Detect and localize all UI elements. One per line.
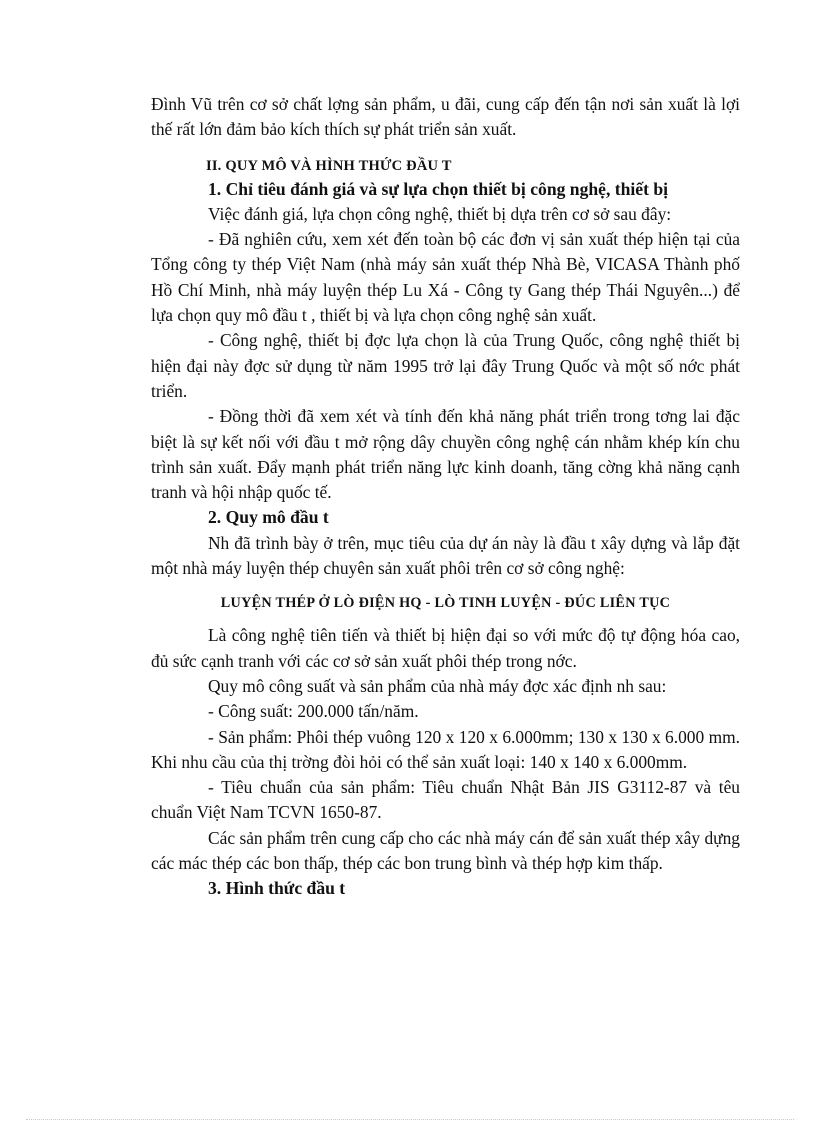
- subheading-3: 3. Hình thức đầu t: [208, 878, 346, 899]
- paragraph-capacity-intro: Quy mô công suất và sản phẩm của nhà máy đợc xác định nh sau:: [208, 675, 667, 696]
- document-page: [151, 92, 740, 902]
- paragraph-intro: Đình Vũ trên cơ sở chất lợng sản phẩm, u đãi, cung cấp đến tận nơi sản xuất là lợi thế rất lớn đảm bảo kích thích sự phát triển sản xuất.: [151, 94, 740, 140]
- paragraph-bullet-3: - Đồng thời đã xem xét và tính đến khả năng phát triển trong tơng lai đặc biệt là sự kết nối với đầu t mở rộng dây chuyền công nghệ cán nhằm khép kín chu trình sản xuất. Đẩy mạnh phát triển năng lực kinh doanh, tăng cờng khả năng cạnh tranh và hội nhập quốc tế.: [151, 406, 740, 503]
- subheading-1: 1. Chỉ tiêu đánh giá và sự lựa chọn thiết bị công nghệ, thiết bị: [208, 178, 669, 199]
- paragraph-basis: Việc đánh giá, lựa chọn công nghệ, thiết bị dựa trên cơ sở sau đây:: [208, 203, 672, 224]
- paragraph-capacity: - Công suất: 200.000 tấn/năm.: [208, 701, 419, 722]
- subheading-2: 2. Quy mô đầu t: [208, 507, 329, 528]
- paragraph-bullet-2: - Công nghệ, thiết bị đợc lựa chọn là của Trung Quốc, công nghệ thiết bị hiện đại này đợc sử dụng từ năm 1995 trở lại đây Trung Quốc và một số nớc phát triển.: [151, 330, 740, 401]
- paragraph-technology: Là công nghệ tiên tiến và thiết bị hiện đại so với mức độ tự động hóa cao, đủ sức cạnh tranh với các cơ sở sản xuất phôi thép trong nớc.: [151, 625, 740, 671]
- technology-title: LUYỆN THÉP Ở LÒ ĐIỆN HQ - LÒ TINH LUYỆN - ĐÚC LIÊN TỤC: [220, 595, 671, 612]
- paragraph-scale: Nh đã trình bày ở trên, mục tiêu của dự án này là đầu t xây dựng và lắp đặt một nhà máy luyện thép chuyên sản xuất phôi trên cơ sở công nghệ:: [151, 532, 740, 579]
- paragraph-supply: Các sản phẩm trên cung cấp cho các nhà máy cán để sản xuất thép xây dựng các mác thép các bon thấp, thép các bon trung bình và thép hợp kim thấp.: [151, 827, 740, 874]
- paragraph-standard: - Tiêu chuẩn của sản phẩm: Tiêu chuẩn Nhật Bản JIS G3112-87 và têu chuẩn Việt Nam TCVN 1650-87.: [151, 777, 740, 823]
- page-bottom-rule: [26, 1119, 794, 1120]
- paragraph-bullet-1: - Đã nghiên cứu, xem xét đến toàn bộ các đơn vị sản xuất thép hiện tại của Tổng công ty thép Việt Nam (nhà máy sản xuất thép Nhà Bè, VICASA Thành phố Hồ Chí Minh, nhà máy luyện thép Lu Xá - Công ty Gang thép Thái Nguyên...) để lựa chọn quy mô đầu t , thiết bị và lựa chọn công nghệ sản xuất.: [151, 229, 740, 326]
- paragraph-products: - Sản phẩm: Phôi thép vuông 120 x 120 x 6.000mm; 130 x 130 x 6.000 mm. Khi nhu cầu của thị trờng đòi hỏi có thể sản xuất loại: 140 x 140 x 6.000mm.: [151, 726, 740, 772]
- section-heading-ii: II. QUY MÔ VÀ HÌNH THỨC ĐẦU T: [206, 157, 452, 174]
